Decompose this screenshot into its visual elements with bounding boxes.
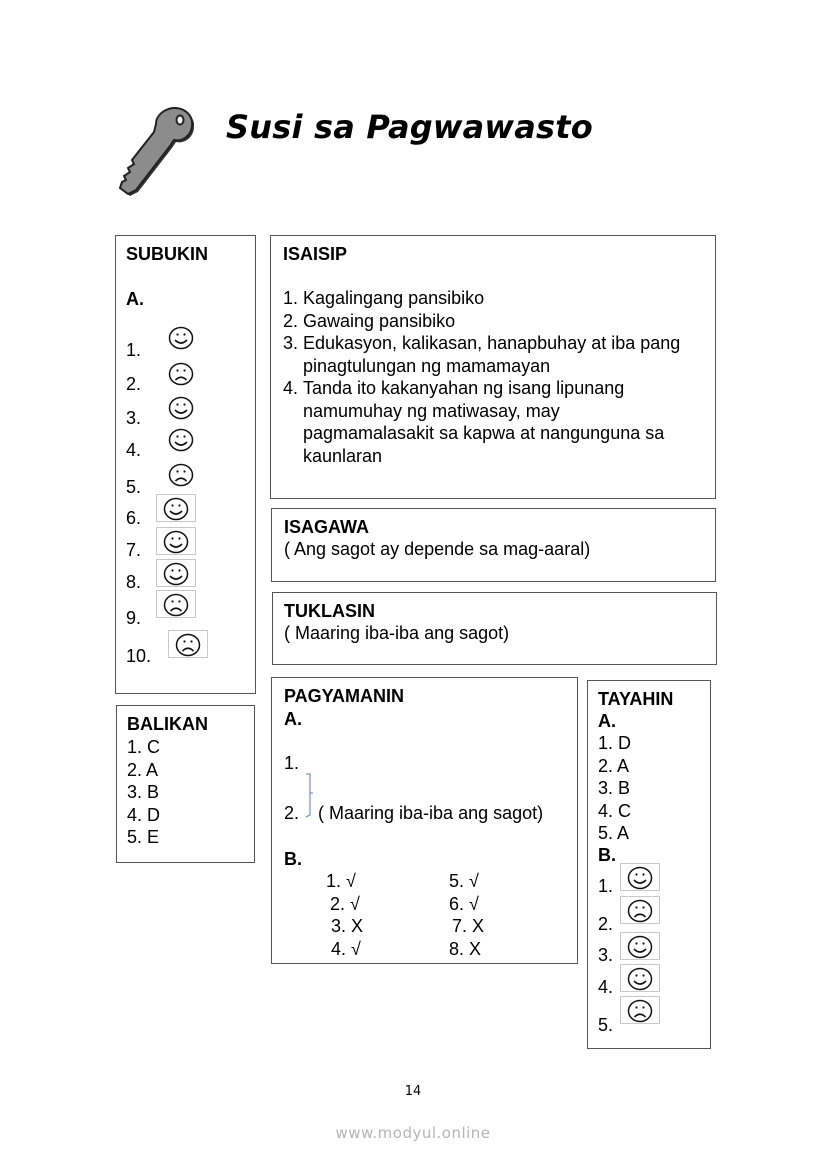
pagyamanin-section-a: A. bbox=[284, 709, 302, 729]
isaisip-item: 2. Gawaing pansibiko bbox=[283, 310, 456, 331]
balikan-answer: 5. E bbox=[127, 827, 160, 847]
subukin-item-number: 5. bbox=[126, 477, 142, 497]
tayahin-b-item-number: 5. bbox=[598, 1015, 614, 1035]
tayahin-section-a: A. bbox=[598, 711, 616, 731]
watermark: www.modyul.online bbox=[335, 1124, 491, 1142]
subukin-item-number: 3. bbox=[126, 408, 142, 428]
smiley-face-icon bbox=[162, 394, 202, 422]
sad-face-icon bbox=[162, 461, 202, 489]
subukin-item-number: 9. bbox=[126, 608, 142, 628]
tayahin-a-list bbox=[598, 732, 631, 845]
subukin-title: SUBUKIN bbox=[126, 244, 209, 264]
isaisip-title: ISAISIP bbox=[283, 244, 348, 264]
isaisip-box bbox=[270, 235, 716, 499]
balikan-answer: 3. B bbox=[127, 782, 160, 802]
tayahin-b-item-number: 1. bbox=[598, 876, 614, 896]
sad-face-icon bbox=[620, 896, 660, 924]
subukin-item-number: 4. bbox=[126, 440, 142, 460]
isagawa-note: ( Ang sagot ay depende sa mag-aaral) bbox=[284, 539, 591, 559]
pagyamanin-b-left bbox=[326, 870, 363, 960]
smiley-face-icon bbox=[620, 932, 660, 960]
page-number: 14 bbox=[404, 1084, 422, 1099]
isaisip-answer-list bbox=[283, 287, 693, 467]
pagyamanin-section-b: B. bbox=[284, 849, 302, 869]
tuklasin-note: ( Maaring iba-iba ang sagot) bbox=[284, 623, 510, 643]
balikan-answer: 1. C bbox=[127, 737, 161, 757]
subukin-item-number: 2. bbox=[126, 374, 142, 394]
subukin-box bbox=[115, 235, 256, 694]
sad-face-icon bbox=[162, 360, 202, 388]
balikan-answer: 2. A bbox=[127, 759, 159, 780]
balikan-title: BALIKAN bbox=[127, 714, 208, 734]
pagyamanin-b-right bbox=[449, 870, 484, 960]
tuklasin-title: TUKLASIN bbox=[284, 601, 375, 621]
pagyamanin-b-item: 4. √ bbox=[331, 938, 361, 959]
smiley-face-icon bbox=[620, 964, 660, 992]
tayahin-a-item: 4. C bbox=[598, 800, 632, 821]
tayahin-title: TAYAHIN bbox=[598, 689, 674, 709]
isaisip-item: 4. Tanda ito kakanyahan ng isang lipunang namumuhay ng matiwasay, may pagmamalasakit sa kapwa at nangunguna sa kaunlaran bbox=[283, 378, 665, 466]
pagyamanin-b-item: 3. X bbox=[331, 916, 364, 936]
subukin-item-number: 6. bbox=[126, 508, 142, 528]
balikan-answer: 4. D bbox=[127, 804, 161, 825]
balikan-box bbox=[116, 705, 255, 863]
pagyamanin-box bbox=[271, 677, 578, 964]
bracket-icon bbox=[305, 773, 315, 819]
tayahin-b-item-number: 3. bbox=[598, 945, 614, 965]
page-title: Susi sa Pagwawasto bbox=[226, 108, 593, 146]
pagyamanin-title: PAGYAMANIN bbox=[284, 686, 405, 706]
isagawa-box bbox=[271, 508, 716, 582]
smiley-face-icon bbox=[162, 426, 202, 454]
pagyamanin-b-item: 8. X bbox=[449, 938, 482, 959]
subukin-item-number: 10. bbox=[126, 646, 152, 666]
smiley-face-icon bbox=[162, 324, 202, 352]
subukin-item-number: 7. bbox=[126, 540, 142, 560]
tuklasin-box bbox=[272, 592, 717, 665]
pagyamanin-a-item: 1. bbox=[284, 753, 300, 773]
pagyamanin-b-item: 2. √ bbox=[330, 893, 360, 914]
pagyamanin-a-item: 2. bbox=[284, 803, 300, 823]
subukin-section-a: A. bbox=[126, 289, 144, 309]
smiley-face-icon bbox=[620, 863, 660, 891]
sad-face-icon bbox=[156, 590, 196, 618]
pagyamanin-b-item: 7. X bbox=[452, 916, 485, 936]
tayahin-box bbox=[587, 680, 711, 1049]
balikan-answer-list bbox=[127, 736, 160, 849]
tayahin-a-item: 2. A bbox=[598, 755, 630, 776]
sad-face-icon bbox=[620, 996, 660, 1024]
sad-face-icon bbox=[168, 630, 208, 658]
tayahin-a-item: 3. B bbox=[598, 778, 631, 798]
tayahin-a-item: 1. D bbox=[598, 733, 632, 753]
pagyamanin-b-item: 5. √ bbox=[449, 871, 479, 891]
tayahin-b-item-number: 4. bbox=[598, 977, 614, 997]
tayahin-a-item: 5. A bbox=[598, 823, 630, 843]
isagawa-title: ISAGAWA bbox=[284, 517, 370, 537]
smiley-face-icon bbox=[156, 527, 196, 555]
subukin-item-number: 8. bbox=[126, 572, 142, 592]
pagyamanin-b-item: 1. √ bbox=[326, 871, 356, 891]
isaisip-item: 3. Edukasyon, kalikasan, hanapbuhay at iba pang pinagtulungan ng mamamayan bbox=[283, 333, 681, 376]
isaisip-item: 1. Kagalingang pansibiko bbox=[283, 288, 485, 308]
subukin-item-number: 1. bbox=[126, 340, 142, 360]
smiley-face-icon bbox=[156, 559, 196, 587]
pagyamanin-a-note: ( Maaring iba-iba ang sagot) bbox=[318, 803, 544, 823]
pagyamanin-b-item: 6. √ bbox=[449, 893, 479, 914]
tayahin-section-b: B. bbox=[598, 845, 616, 865]
tayahin-b-item-number: 2. bbox=[598, 914, 614, 934]
key-icon bbox=[112, 104, 194, 196]
smiley-face-icon bbox=[156, 494, 196, 522]
